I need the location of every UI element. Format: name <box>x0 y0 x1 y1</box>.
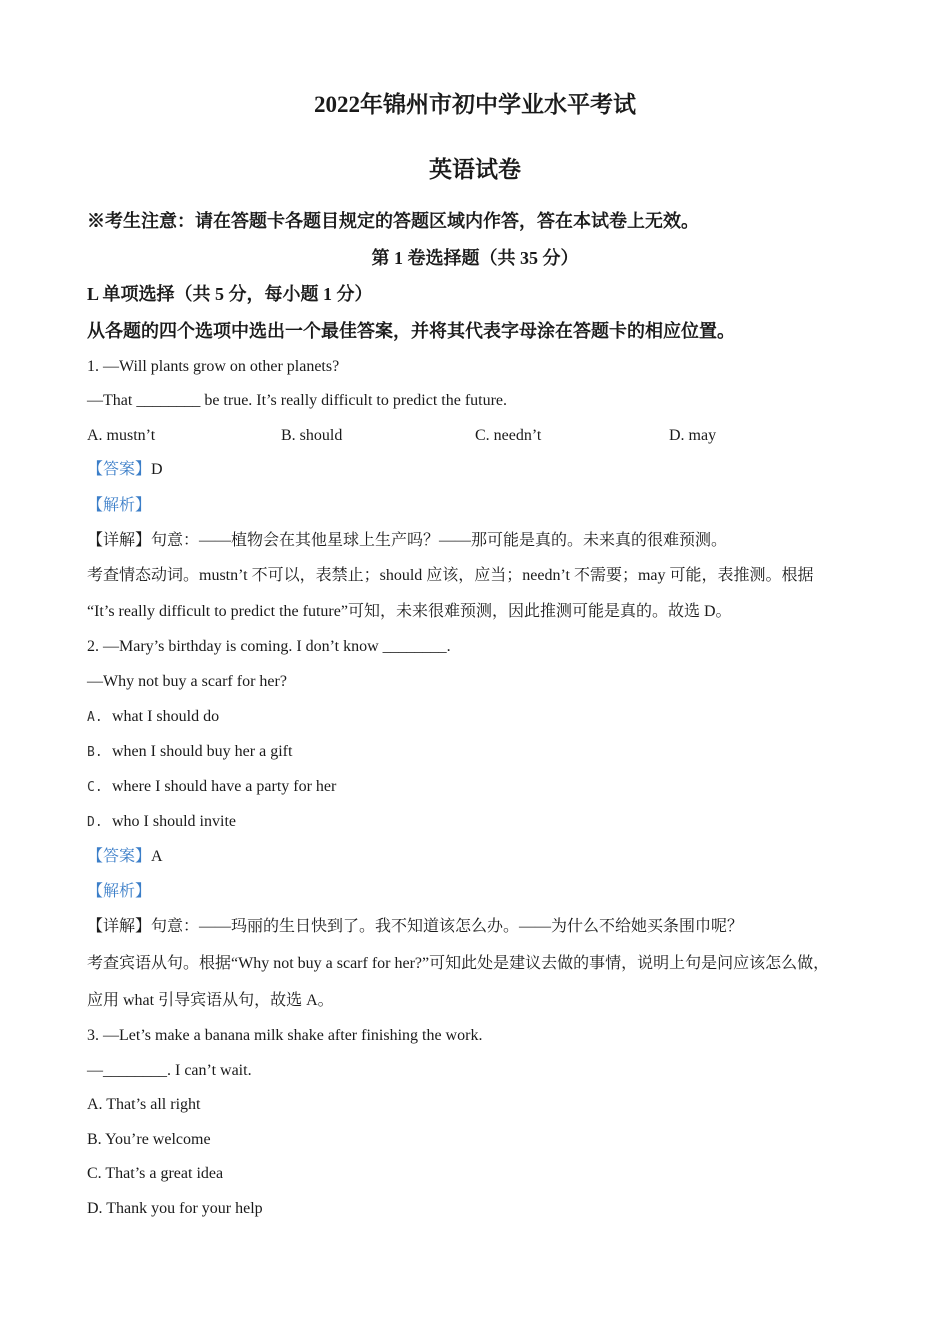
volume-heading: 第 1 卷选择题（共 35 分） <box>371 248 579 268</box>
q1-answer-value: D <box>151 461 163 478</box>
option-letter: B. <box>87 745 103 760</box>
q3-response: —________. I can’t wait. <box>87 1062 252 1079</box>
answer-tag: 【答案】 <box>87 461 152 478</box>
q3-option-b: B. You’re welcome <box>87 1131 211 1148</box>
q2-explanation-line1: 考查宾语从句。根据“Why not buy a scarf for her?”可知此处是建议去做的事情，说明上句是问应该怎么做， <box>87 955 830 972</box>
q2-option-d <box>87 812 236 833</box>
q1-explanation-line2: “It’s really difficult to predict the future”可知，未来很难预测，因此推测可能是真的。故选 D。 <box>87 603 732 620</box>
q1-detail <box>87 531 727 551</box>
q2-option-a <box>87 707 219 728</box>
q2-detail-text: 句意：——玛丽的生日快到了。我不知道该怎么办。——为什么不给她买条围巾呢？ <box>151 918 744 935</box>
q1-option-c: C. needn’t <box>475 427 542 444</box>
answer-tag: 【答案】 <box>87 848 152 865</box>
q2-answer-value: A <box>151 848 163 865</box>
q1-detail-text: 句意：——植物会在其他星球上生产吗？——那可能是真的。未来真的很难预测。 <box>151 532 728 549</box>
q2-prompt: 2. —Mary’s birthday is coming. I don’t know ________. <box>87 638 451 655</box>
q2-detail <box>87 917 743 937</box>
exam-subtitle: 英语试卷 <box>429 157 521 182</box>
option-letter: A. <box>87 710 103 725</box>
q2-analysis-tag: 【解析】 <box>87 883 152 900</box>
q2-answer <box>87 847 163 867</box>
option-text: where I should have a party for her <box>112 778 337 795</box>
q1-option-b: B. should <box>281 427 343 444</box>
section-heading: L 单项选择（共 5 分，每小题 1 分） <box>87 284 373 304</box>
q2-response: —Why not buy a scarf for her? <box>87 673 287 690</box>
q1-option-d: D. may <box>669 427 717 444</box>
q1-prompt: 1. —Will plants grow on other planets? <box>87 358 340 375</box>
q1-response: —That ________ be true. It’s really difficult to predict the future. <box>87 392 508 409</box>
exam-title: 2022年锦州市初中学业水平考试 <box>314 92 636 117</box>
option-letter: D. <box>87 815 103 830</box>
q1-answer <box>87 460 163 480</box>
option-text: who I should invite <box>112 813 236 830</box>
detail-tag: 【详解】 <box>87 532 152 549</box>
section-instruction: 从各题的四个选项中选出一个最佳答案，并将其代表字母涂在答题卡的相应位置。 <box>87 321 735 341</box>
exam-notice: ※考生注意：请在答题卡各题目规定的答题区域内作答，答在本试卷上无效。 <box>87 211 699 231</box>
q1-option-a: A. mustn’t <box>87 427 156 444</box>
q3-option-d: D. Thank you for your help <box>87 1200 263 1217</box>
q2-explanation-line2: 应用 what 引导宾语从句，故选 A。 <box>87 992 334 1009</box>
q1-explanation-line1: 考查情态动词。mustn’t 不可以，表禁止；should 应该，应当；needn’t 不需要；may 可能，表推测。根据 <box>87 567 814 584</box>
q3-option-c: C. That’s a great idea <box>87 1165 224 1182</box>
q1-analysis-tag: 【解析】 <box>87 497 152 514</box>
q2-option-b <box>87 742 292 763</box>
option-letter: C. <box>87 780 103 795</box>
option-text: when I should buy her a gift <box>112 743 293 760</box>
q3-prompt: 3. —Let’s make a banana milk shake after finishing the work. <box>87 1027 483 1044</box>
detail-tag: 【详解】 <box>87 918 152 935</box>
option-text: what I should do <box>112 708 220 725</box>
q3-option-a: A. That’s all right <box>87 1096 201 1113</box>
q2-option-c <box>87 777 336 798</box>
